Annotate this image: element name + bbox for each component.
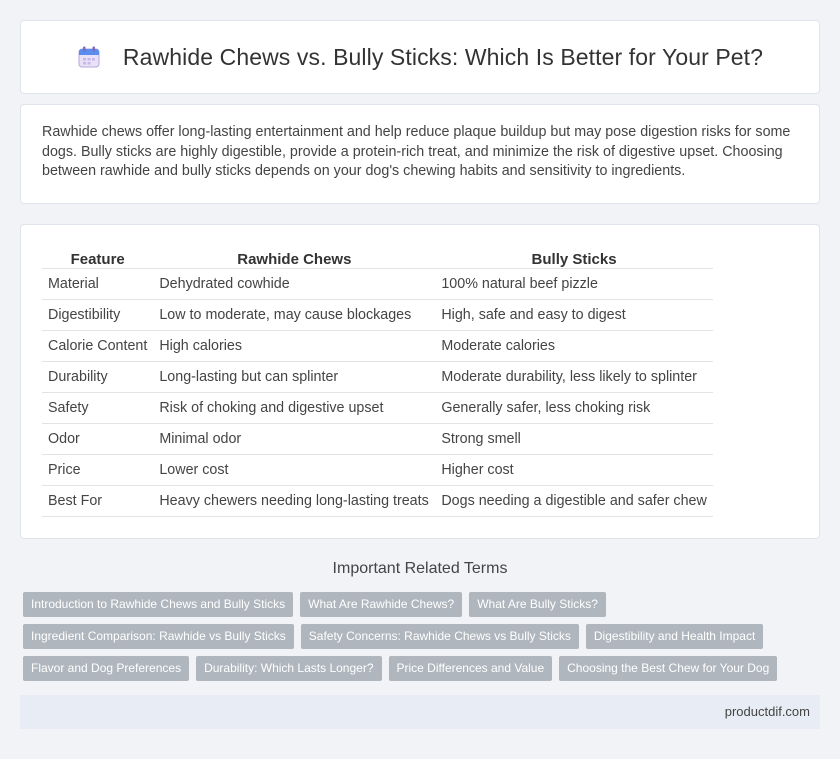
comparison-table bbox=[42, 244, 713, 517]
page-title: Rawhide Chews vs. Bully Sticks: Which Is Better for Your Pet? bbox=[122, 43, 764, 70]
related-terms-list bbox=[23, 592, 813, 688]
related-term-link[interactable]: What Are Rawhide Chews? bbox=[300, 592, 462, 617]
summary-text: Rawhide chews offer long-lasting entertainment and help reduce plaque buildup but may pose digestion risks for some dogs. Bully sticks are highly digestible, provide a protein-rich treat, and minimize the risk of digestive upset. Choosing between rawhide and bully sticks depends on your dog's chewing habits and sensitivity to ingredients. bbox=[42, 124, 791, 179]
rawhide-cell: High calories bbox=[153, 330, 435, 361]
feature-cell: Safety bbox=[42, 392, 153, 423]
bully-cell: 100% natural beef pizzle bbox=[435, 268, 712, 299]
calendar-icon bbox=[77, 45, 101, 69]
bully-cell: Higher cost bbox=[435, 454, 712, 485]
bully-cell: Moderate durability, less likely to splinter bbox=[435, 361, 712, 392]
rawhide-cell: Low to moderate, may cause blockages bbox=[153, 299, 435, 330]
header-card bbox=[20, 20, 820, 94]
rawhide-cell: Minimal odor bbox=[153, 423, 435, 454]
table-row bbox=[42, 392, 713, 423]
footer-source[interactable]: productdif.com bbox=[724, 704, 810, 719]
comparison-card bbox=[20, 224, 820, 539]
table-header-row bbox=[42, 244, 713, 268]
rawhide-cell: Heavy chewers needing long-lasting treats bbox=[153, 485, 435, 516]
column-header-rawhide: Rawhide Chews bbox=[153, 244, 435, 268]
feature-cell: Odor bbox=[42, 423, 153, 454]
related-term-link[interactable]: Digestibility and Health Impact bbox=[586, 624, 763, 649]
bully-cell: High, safe and easy to digest bbox=[435, 299, 712, 330]
related-term-link[interactable]: Safety Concerns: Rawhide Chews vs Bully Sticks bbox=[301, 624, 579, 649]
bully-cell: Moderate calories bbox=[435, 330, 712, 361]
feature-cell: Best For bbox=[42, 485, 153, 516]
bully-cell: Generally safer, less choking risk bbox=[435, 392, 712, 423]
column-header-bully: Bully Sticks bbox=[435, 244, 712, 268]
table-row bbox=[42, 454, 713, 485]
rawhide-cell: Dehydrated cowhide bbox=[153, 268, 435, 299]
related-term-link[interactable]: Ingredient Comparison: Rawhide vs Bully Sticks bbox=[23, 624, 294, 649]
table-row bbox=[42, 330, 713, 361]
rawhide-cell: Risk of choking and digestive upset bbox=[153, 392, 435, 423]
feature-cell: Material bbox=[42, 268, 153, 299]
table-row bbox=[42, 361, 713, 392]
bully-cell: Dogs needing a digestible and safer chew bbox=[435, 485, 712, 516]
footer bbox=[20, 695, 820, 729]
related-term-link[interactable]: Price Differences and Value bbox=[389, 656, 553, 681]
summary-card bbox=[20, 104, 820, 204]
related-term-link[interactable]: Choosing the Best Chew for Your Dog bbox=[559, 656, 777, 681]
related-terms-title: Important Related Terms bbox=[332, 560, 508, 577]
rawhide-cell: Lower cost bbox=[153, 454, 435, 485]
related-term-link[interactable]: Introduction to Rawhide Chews and Bully Sticks bbox=[23, 592, 293, 617]
related-term-link[interactable]: What Are Bully Sticks? bbox=[469, 592, 606, 617]
rawhide-cell: Long-lasting but can splinter bbox=[153, 361, 435, 392]
feature-cell: Price bbox=[42, 454, 153, 485]
table-row bbox=[42, 299, 713, 330]
column-header-feature: Feature bbox=[42, 244, 153, 268]
table-row bbox=[42, 423, 713, 454]
feature-cell: Digestibility bbox=[42, 299, 153, 330]
bully-cell: Strong smell bbox=[435, 423, 712, 454]
related-term-link[interactable]: Durability: Which Lasts Longer? bbox=[196, 656, 381, 681]
table-row bbox=[42, 485, 713, 516]
feature-cell: Durability bbox=[42, 361, 153, 392]
related-term-link[interactable]: Flavor and Dog Preferences bbox=[23, 656, 189, 681]
header bbox=[77, 44, 763, 71]
table-row bbox=[42, 268, 713, 299]
feature-cell: Calorie Content bbox=[42, 330, 153, 361]
